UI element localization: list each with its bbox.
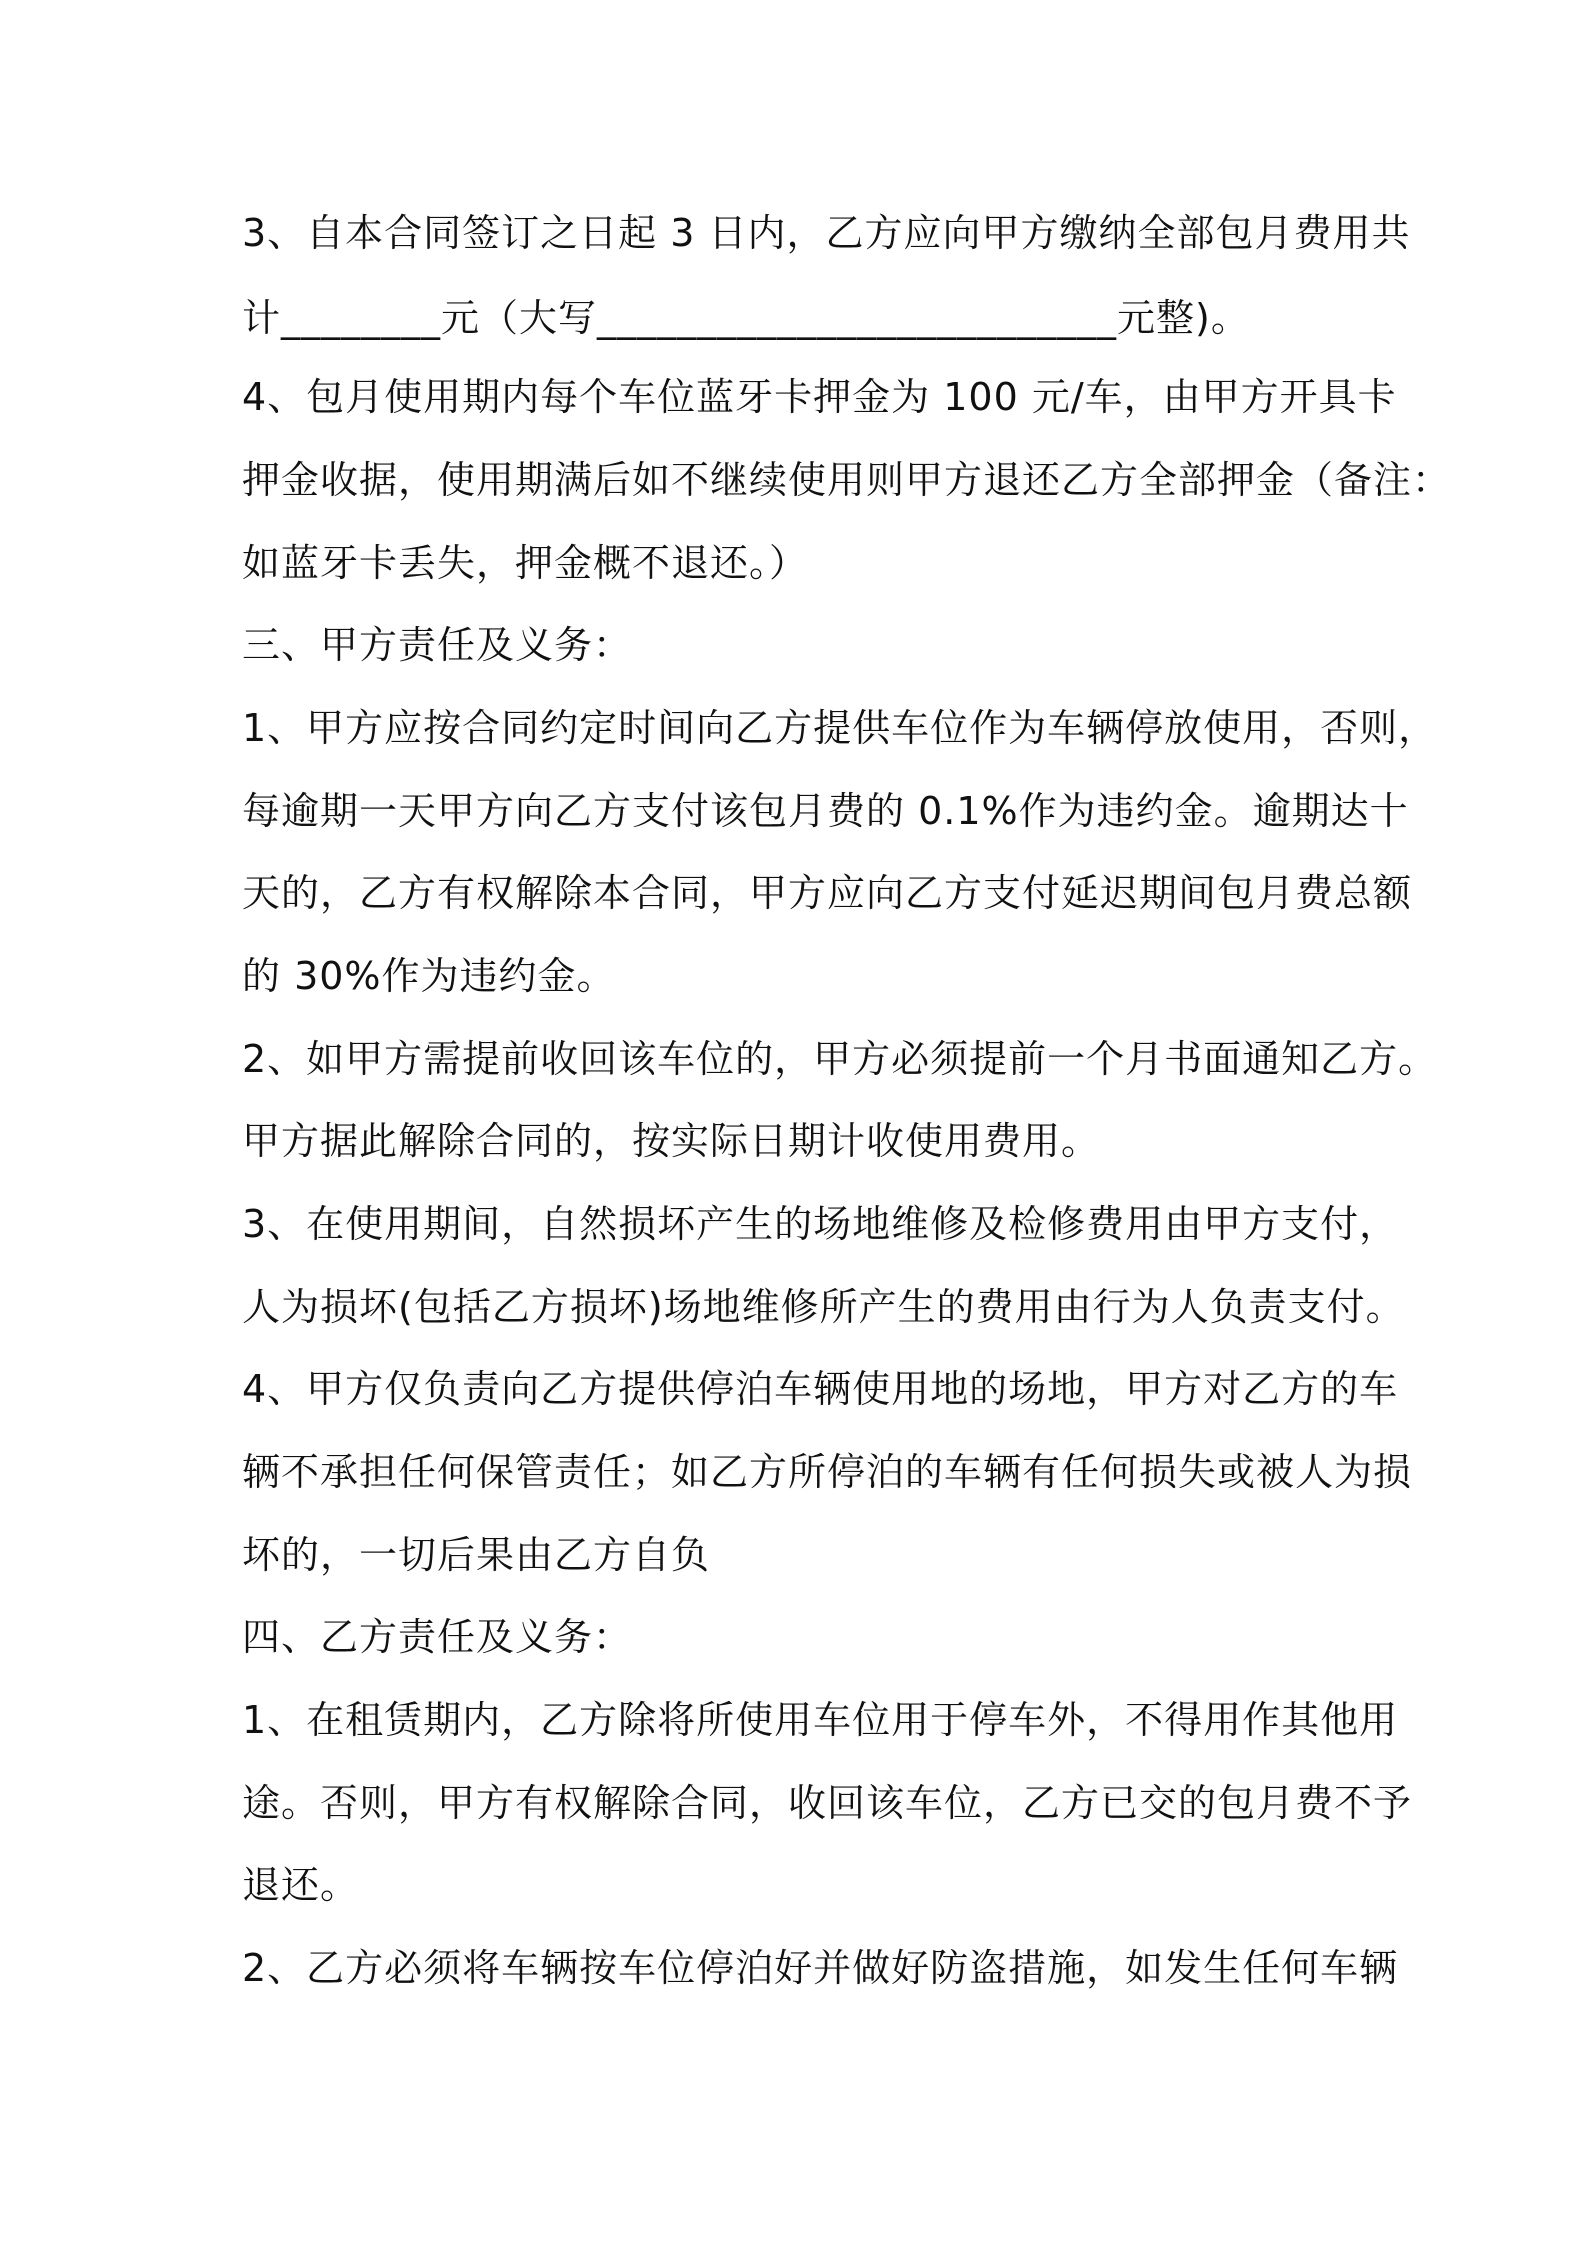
text-line: 2、乙方必须将车辆按车位停泊好并做好防盗措施，如发生任何车辆 xyxy=(242,1946,1399,1990)
text-line: 天的，乙方有权解除本合同，甲方应向乙方支付延迟期间包月费总额 xyxy=(242,871,1413,915)
text-line: 途。否则，甲方有权解除合同，收回该车位，乙方已交的包月费不予 xyxy=(242,1781,1413,1825)
text-line: 的 30%作为违约金。 xyxy=(242,954,616,998)
section-heading: 四、乙方责任及义务： xyxy=(242,1615,633,1659)
text-line: 4、甲方仅负责向乙方提供停泊车辆使用地的场地，甲方对乙方的车 xyxy=(242,1367,1399,1411)
text-line: 2、如甲方需提前收回该车位的，甲方必须提前一个月书面通知乙方。 xyxy=(242,1037,1438,1081)
text-line: 每逾期一天甲方向乙方支付该包月费的 0.1%作为违约金。逾期达十 xyxy=(242,789,1409,833)
text-line: 1、在租赁期内，乙方除将所使用车位用于停车外，不得用作其他用 xyxy=(242,1698,1399,1742)
text-line: 辆不承担任何保管责任；如乙方所停泊的车辆有任何损失或被人为损 xyxy=(242,1450,1413,1494)
text-line: 3、自本合同签订之日起 3 日内，乙方应向甲方缴纳全部包月费用共 xyxy=(242,211,1411,255)
text-line: 3、在使用期间，自然损坏产生的场地维修及检修费用由甲方支付， xyxy=(242,1202,1399,1246)
text-line: 押金收据，使用期满后如不继续使用则甲方退还乙方全部押金（备注： xyxy=(242,458,1452,502)
section-heading: 三、甲方责任及义务： xyxy=(242,623,633,667)
text-line: 如蓝牙卡丢失，押金概不退还。） xyxy=(242,541,809,585)
text-line: 4、包月使用期内每个车位蓝牙卡押金为 100 元/车，由甲方开具卡 xyxy=(242,375,1397,419)
text-line: 退还。 xyxy=(242,1863,360,1907)
text-line: 1、甲方应按合同约定时间向乙方提供车位作为车辆停放使用，否则， xyxy=(242,706,1438,750)
text-line: 计________元（大写__________________________元整)。 xyxy=(242,296,1250,340)
text-line: 甲方据此解除合同的，按实际日期计收使用费用。 xyxy=(242,1119,1101,1163)
text-line: 坏的，一切后果由乙方自负 xyxy=(242,1533,711,1577)
text-line: 人为损坏(包括乙方损坏)场地维修所产生的费用由行为人负责支付。 xyxy=(242,1285,1405,1329)
